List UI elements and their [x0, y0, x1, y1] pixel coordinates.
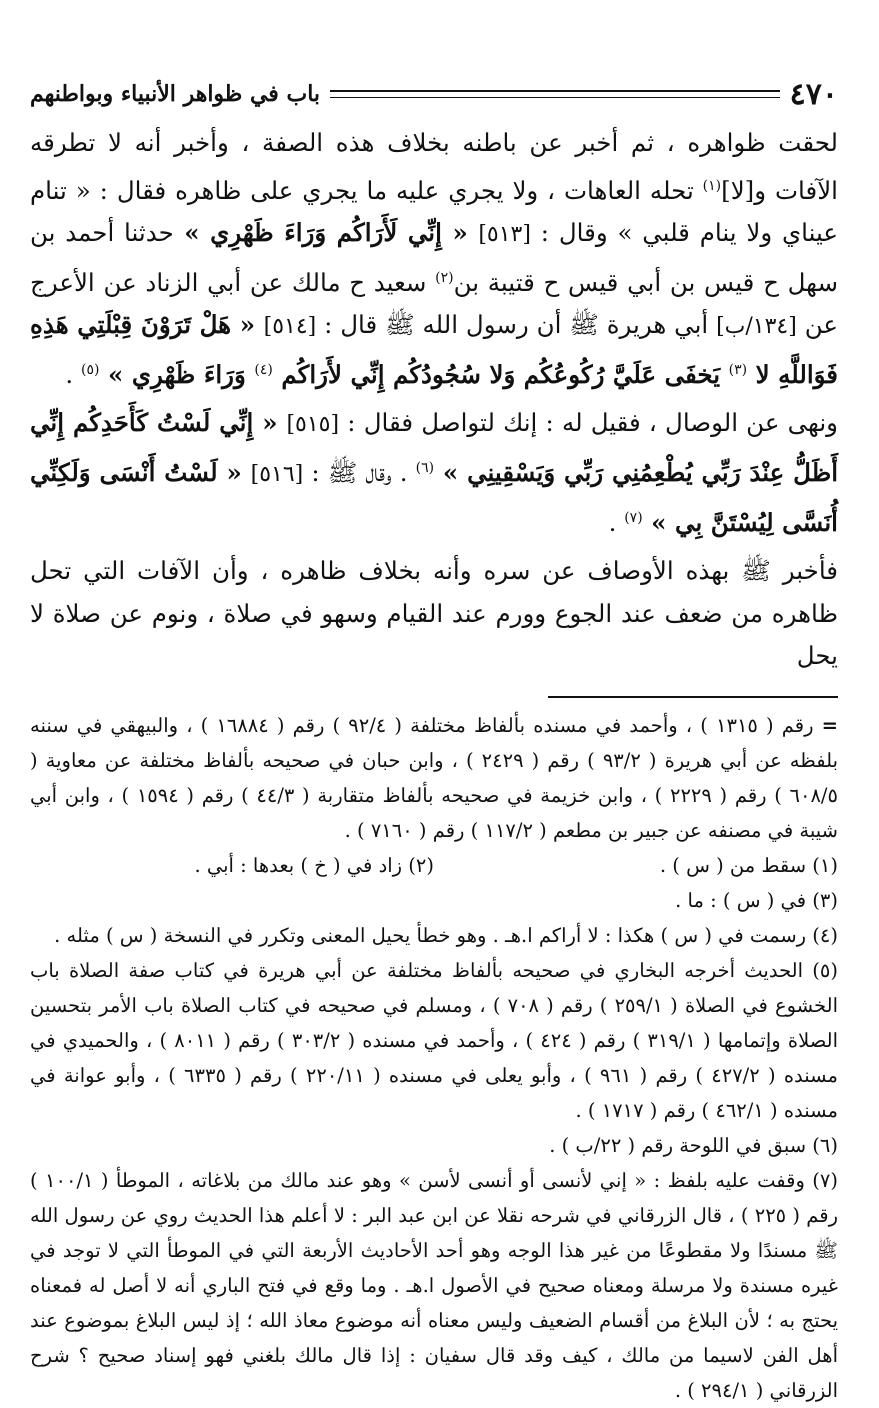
book-page — [30, 70, 839, 1402]
text-run: ونهى عن الوصال ، فقيل له : إنك لتواصل فقال : — [339, 408, 838, 438]
footnote-marker: (١) — [702, 177, 722, 194]
footnote-3: (٣) في ( س ) : ما . — [675, 888, 838, 912]
footnote-separator — [548, 696, 838, 698]
folio-reference: [١٣٤/ب] — [716, 314, 797, 340]
text-run: . — [608, 507, 625, 537]
text-run: سعيد ح مالك عن أبي الزناد عن الأعرج عن — [30, 267, 838, 340]
running-title: باب في ظواهر الأنبياء وبواطنهم — [30, 81, 321, 107]
footnote-marker: (٢) — [435, 269, 454, 286]
text-run: . وقال ﷺ : — [303, 458, 416, 488]
hadith-number: [٥١٥] — [286, 412, 340, 438]
footnote-7: (٧) وقفت عليه بلفظ : « إني لأنسى أو أنسى لأسن » وهو عند مالك من بلاغاته ، الموطأ ( ١٠٠/١ ) رقم ( ٢٢٥ ) ، قال الزرقاني في شرحه نقلا عن ابن عبد البر : لا أعلم هذا الحديث روي عن رسول الله ﷺ مسندًا ولا مقطوعًا من غير هذا الوجه وهو أحد الأحاديث الأربعة التي في الموطأ التي لا توجد في غيره مسندة ولا مرسلة ومعناه صحيح في الأصول ا.هـ . وما وقع في فتح الباري أنه لا أصل له فمعناه يحتج به ؛ لأن البلاغ من أقسام الضعيف وليس معناه أنه موضوع معاذ الله ؛ إذ ليس البلاغ بموضوع عند أهل الفن لاسيما من مالك ، كيف وقد قال سفيان : إذا قال مالك بلغني فهو إسناد صحيح ؟ شرح الزرقاني ( ٢٩٤/١ ) . — [30, 1168, 838, 1402]
footnote-marker: (٣) — [728, 361, 748, 378]
text-run: حدثنا أحمد بن سهل ح قيس بن أبي قيس ح قتيبة بن — [30, 218, 838, 297]
paragraph-2 — [30, 402, 838, 544]
text-run: أبي هريرة ﷺ أن رسول الله ﷺ قال : — [316, 310, 717, 340]
page-header — [30, 70, 838, 118]
text-run: رقم ( ١٣١٥ ) ، وأحمد في مسنده بألفاظ مختلفة ( ٩٢/٤ ) رقم ( ١٦٨٨٤ ) ، والبيهقي في سننه بلفظه عن أبي هريرة ( ٩٣/٢ ) رقم ( ٢٤٢٩ ) ، وابن حبان في صحيحه بألفاظ مختلفة عن معاوية ( ٦٠٨/٥ ) رقم ( ٢٢٢٩ ) ، وابن خزيمة في صحيحه بألفاظ متقاربة ( ٤٤/٣ ) رقم ( ١٥٩٤ ) ، وابن أبي شيبة في مصنفه عن جبير بن مطعم ( ١١٧/٢ ) رقم ( ٧١٦٠ ) . — [30, 713, 839, 842]
hadith-text: « لَسْتُ أَنْسَى وَلَكِنِّي أُنَسَّى لِيُسْتَنَّ بِي » — [30, 458, 838, 537]
footnote-6: (٦) سبق في اللوحة رقم ( ٢٢/ب ) . — [549, 1133, 838, 1157]
footnote-5: (٥) الحديث أخرجه البخاري في صحيحه بألفاظ مختلفة عن أبي هريرة في كتاب صفة الصلاة باب الخشوع في الصلاة ( ٢٥٩/١ ) رقم ( ٧٠٨ ) ، ومسلم في صحيحه في كتاب الصلاة باب الأمر بتحسين الصلاة وإتمامها ( ٣١٩/١ ) رقم ( ٤٢٤ ) ، وأحمد في مسنده ( ٣٠٣/٢ ) رقم ( ٨٠١١ ) ، والحميدي في مسنده ( ٤٢٧/٢ ) رقم ( ٩٦١ ) ، وأبو يعلى في مسنده ( ٢٢٠/١١ ) رقم ( ٦٣٣٥ ) ، وأبو عوانة في مسنده ( ٤٦٢/١ ) رقم ( ١٧١٧ ) . — [30, 958, 839, 1122]
hadith-text: وَرَاءَ ظَهْرِي » — [99, 359, 255, 389]
header-rule — [330, 90, 780, 98]
hadith-number: [٥١٦] — [250, 462, 304, 488]
main-text — [30, 122, 838, 678]
continuation-mark: = — [821, 713, 838, 737]
footnote-marker: (٥) — [80, 361, 100, 378]
hadith-text: « هَلْ تَرَوْنَ قِبْلَتِي هَذِهِ فَوَاللَّهِ لا — [30, 310, 838, 389]
footnote-2: (٢) زاد في ( خ ) بعدها : أبي . — [194, 853, 434, 877]
hadith-text: « إِنِّي لَسْتُ كَأَحَدِكُم إِنِّي أَظَلُّ عِنْدَ رَبِّي يُطْعِمُنِي رَبِّي وَيَسْقِينِي » — [30, 408, 838, 488]
hadith-number: [٥١٤] — [263, 314, 317, 340]
page-number: ٤٧٠ — [789, 76, 838, 112]
footnote-continuation — [30, 708, 838, 848]
footnote-4: (٤) رسمت في ( س ) هكذا : لا أراكم ا.هـ . وهو خطأ يحيل المعنى وتكرر في النسخة ( س ) مثله . — [54, 923, 838, 947]
footnote-row — [30, 848, 838, 883]
footnote-marker: (٤) — [254, 361, 273, 378]
paragraph-1 — [30, 122, 838, 396]
text-run: لحقت ظواهره ، ثم أخبر عن باطنه بخلاف هذه الصفة ، وأخبر أنه لا تطرقه الآفات و[لا] — [30, 128, 838, 205]
footnote-marker: (٧) — [624, 509, 643, 526]
text-run: . — [65, 359, 81, 389]
text-run: تحله العاهات ، ولا يجري عليه ما يجري على ظاهره فقال : « تنام عيناي ولا ينام قلبي » وقال : — [30, 175, 839, 248]
hadith-text: « إِنِّي لَأَرَاكُم وَرَاءَ ظَهْرِي » — [173, 218, 479, 248]
footnotes — [30, 708, 838, 1408]
hadith-number: [٥١٣] — [478, 222, 531, 248]
footnote-marker: (٦) — [415, 459, 435, 476]
hadith-text: يَخفَى عَلَيَّ رُكُوعُكُم وَلا سُجُودُكُم إِنِّي لأَرَاكُم — [272, 359, 729, 389]
footnote-1: (١) سقط من ( س ) . — [659, 853, 838, 877]
paragraph-3: فأخبر ﷺ بهذه الأوصاف عن سره وأنه بخلاف ظاهره ، وأن الآفات التي تحل ظاهره من ضعف عند الجوع وورم عند القيام وسهو في صلاة ، ونوم عن صلاة لا يحل — [30, 556, 838, 671]
